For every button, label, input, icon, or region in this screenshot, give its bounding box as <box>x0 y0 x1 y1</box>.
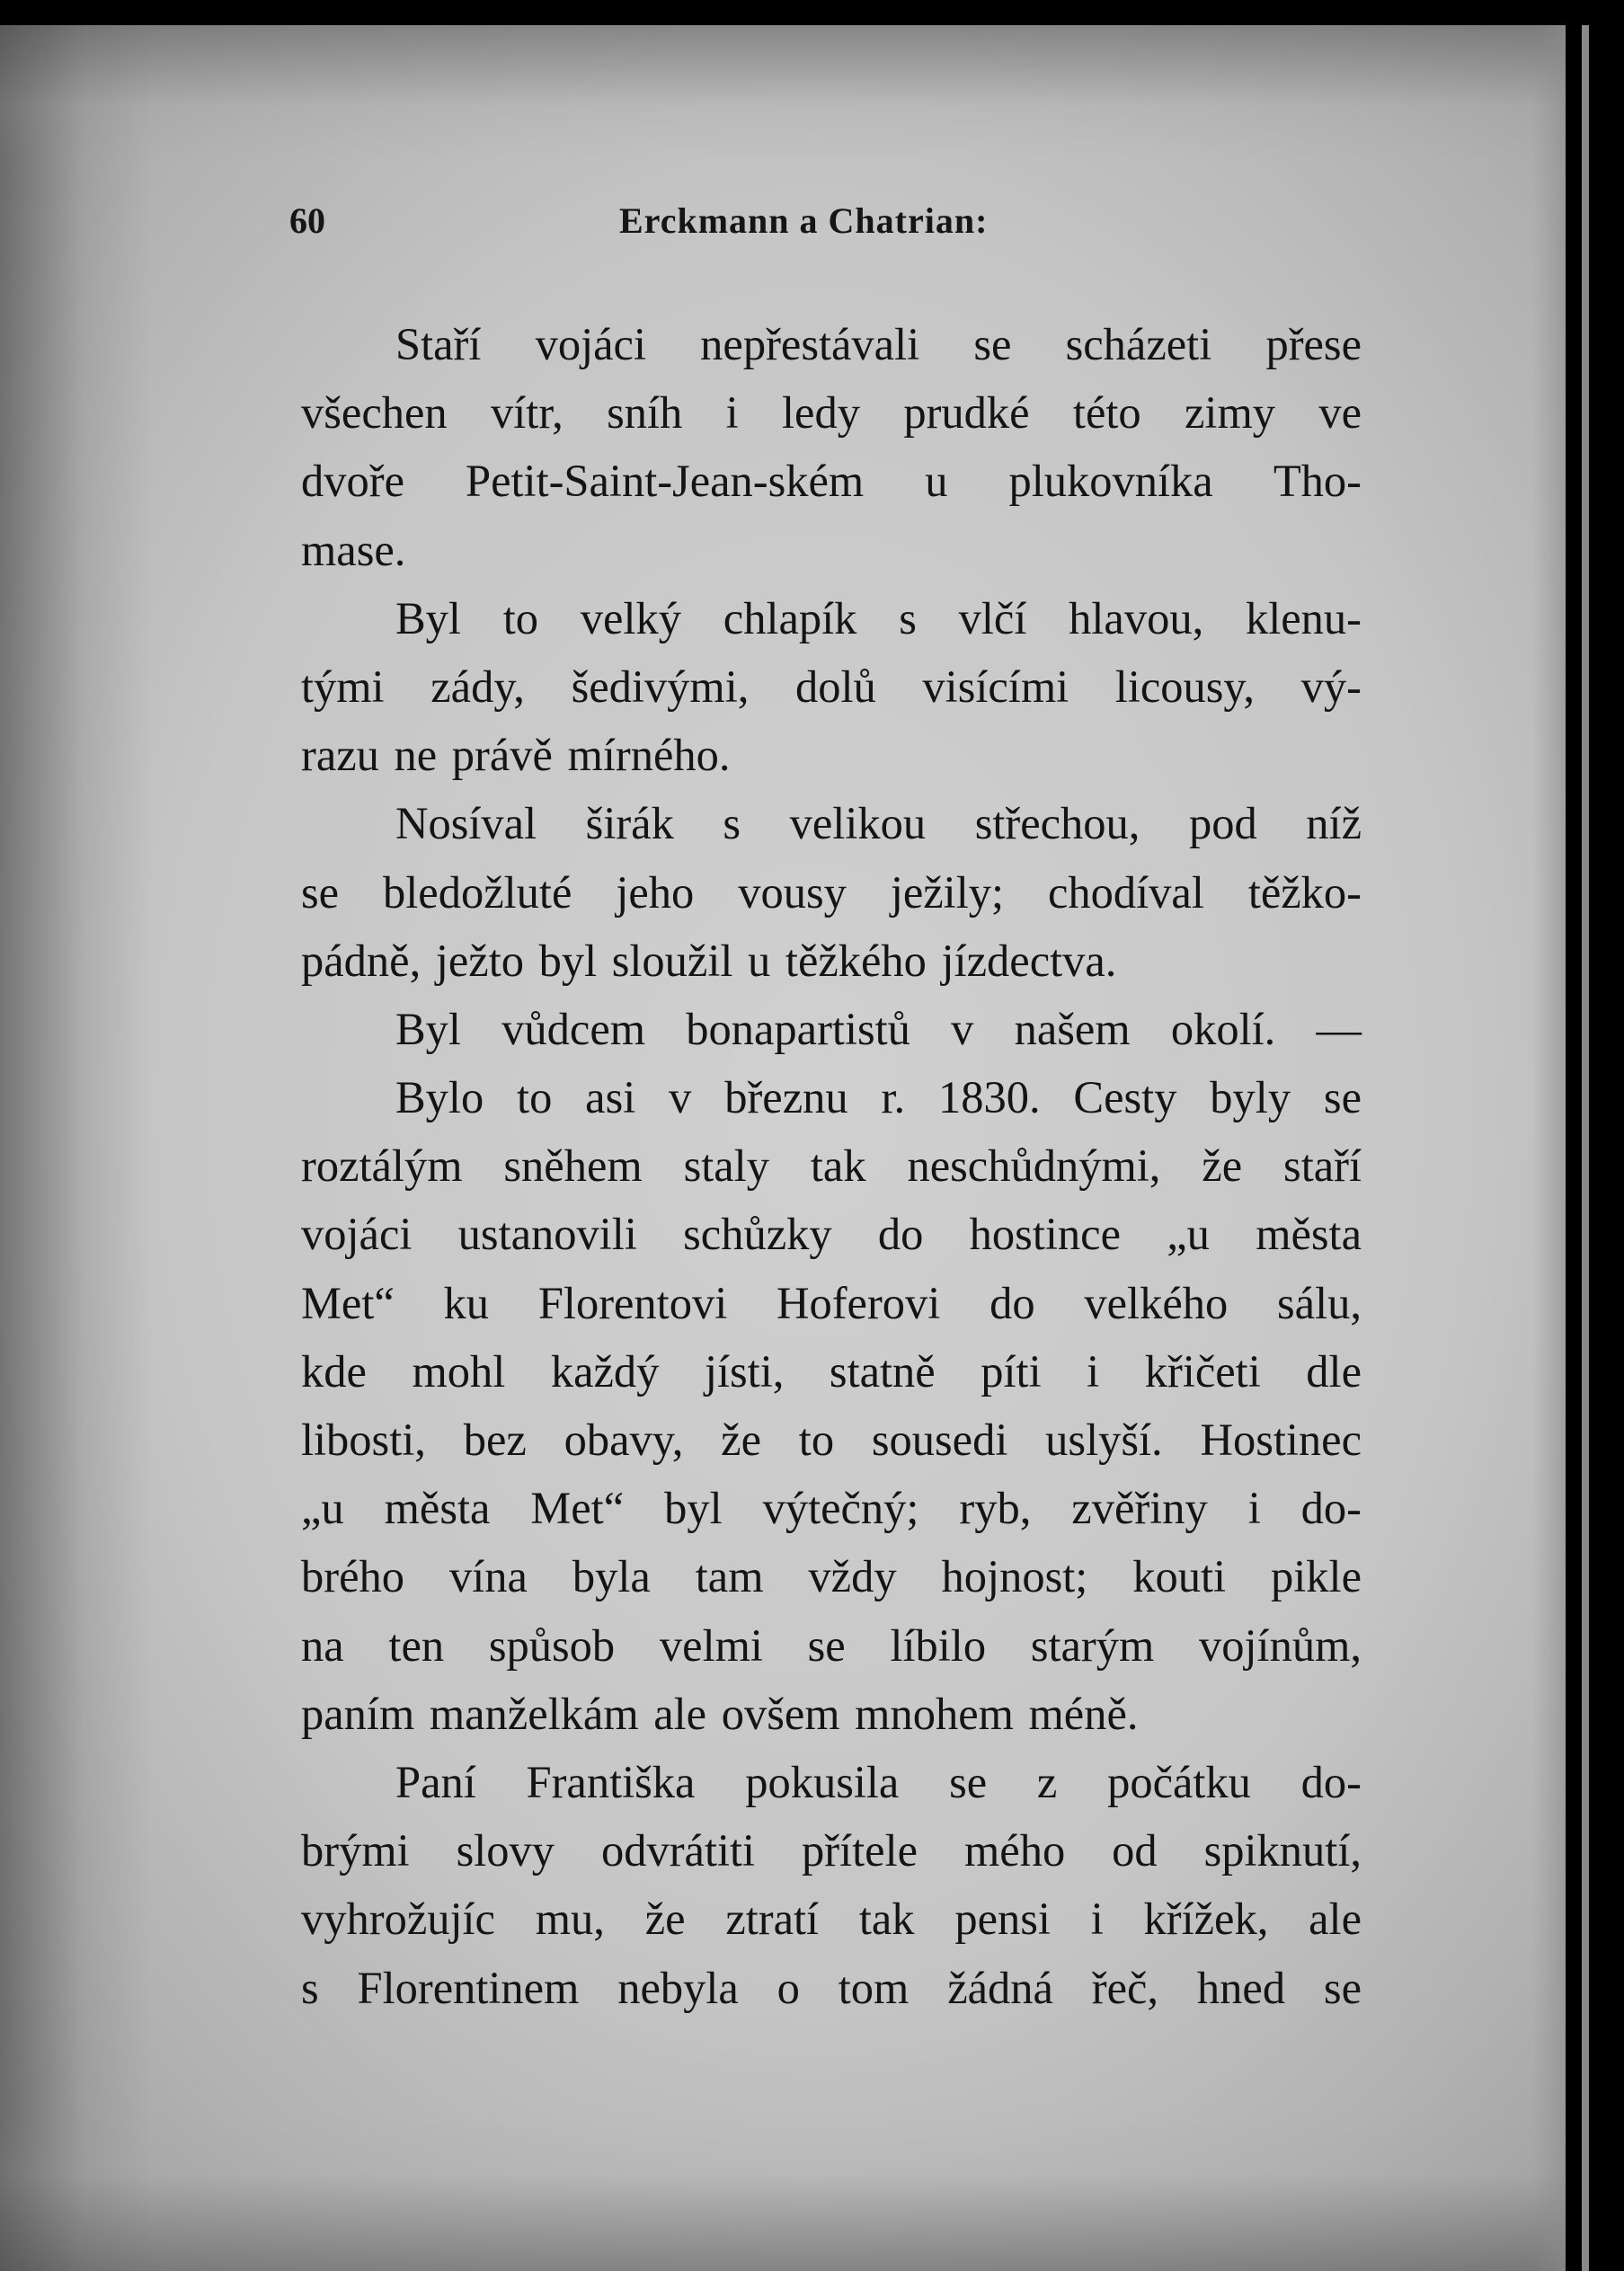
text-line: Byl vůdcem bonapartistů v našem okolí. — <box>395 1003 1362 1054</box>
right-edge-shadow <box>1532 25 1566 2271</box>
text-line: dvoře Petit-Saint-Jean-ském u plukovníka Tho- <box>301 456 1362 507</box>
text-line: kde mohl každý jísti, statně píti i křičeti dle <box>301 1345 1362 1397</box>
paragraph <box>301 789 1362 995</box>
text-line: razu ne právě mírného. <box>301 730 731 781</box>
text-line: Byl to velký chlapík s vlčí hlavou, klenu- <box>395 592 1362 643</box>
top-edge-shadow <box>0 25 1566 160</box>
running-header <box>289 200 1368 253</box>
running-title: Erckmann a Chatrian: <box>619 200 989 241</box>
text-line: roztálým sněhem staly tak neschůdnými, že staří <box>301 1140 1362 1192</box>
paragraph <box>301 584 1362 790</box>
text-line: tými zády, šedivými, dolů visícími licousy, vý- <box>301 661 1362 712</box>
text-line: na ten spůsob velmi se líbilo starým vojínům, <box>301 1619 1362 1671</box>
text-line: libosti, bez obavy, že to sousedi uslyší. Hostinec <box>301 1415 1362 1465</box>
text-line: Paní Františka pokusila se z počátku do- <box>395 1756 1362 1807</box>
text-line: s Florentinem nebyla o tom žádná řeč, hned se <box>301 1962 1362 2013</box>
paragraph <box>301 310 1362 584</box>
text-line: vyhrožujíc mu, že ztratí tak pensi i křížek, ale <box>301 1894 1362 1945</box>
binding-edge <box>1582 25 1589 2271</box>
text-line: Bylo to asi v březnu r. 1830. Cesty byly se <box>395 1072 1362 1123</box>
text-line: mase. <box>301 524 406 575</box>
paragraph <box>301 995 1362 1063</box>
text-line: vojáci ustanovili schůzky do hostince „u města <box>301 1209 1362 1260</box>
text-line: „u města Met“ byl výtečný; ryb, zvěřiny i do- <box>301 1483 1362 1534</box>
text-line: všechen vítr, sníh i ledy prudké této zimy ve <box>301 387 1362 439</box>
text-line: Met“ ku Florentovi Hoferovi do velkého sálu, <box>301 1277 1362 1328</box>
text-line: brými slovy odvrátiti přítele mého od spiknutí, <box>301 1825 1362 1876</box>
text-line: pádně, ježto byl sloužil u těžkého jízdectva. <box>301 935 1117 986</box>
paragraph <box>301 1748 1362 2022</box>
paragraph <box>301 1063 1362 1748</box>
text-line: brého vína byla tam vždy hojnost; kouti pikle <box>301 1551 1362 1602</box>
page-number: 60 <box>289 200 325 241</box>
left-edge-shadow <box>0 25 153 2271</box>
bottom-edge-shadow <box>0 2109 1566 2271</box>
text-line: Staří vojáci nepřestávali se scházeti přese <box>395 319 1362 369</box>
text-line: paním manželkám ale ovšem mnohem méně. <box>301 1688 1139 1739</box>
body-text <box>301 310 1362 2022</box>
text-line: Nosíval širák s velikou střechou, pod níž <box>395 798 1362 849</box>
text-line: se bledožluté jeho vousy ježily; chodíval těžko- <box>301 866 1362 918</box>
